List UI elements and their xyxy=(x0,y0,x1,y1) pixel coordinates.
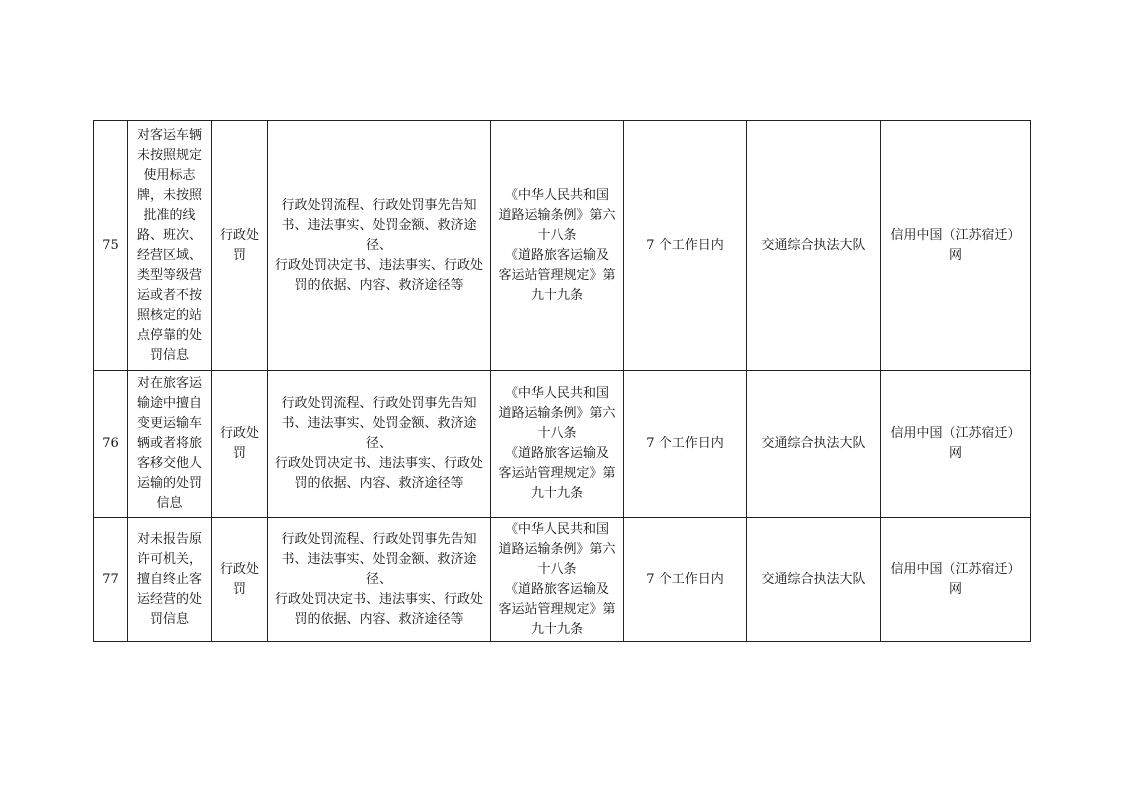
content-cell: 行政处罚流程、行政处罚事先告知 书、违法事实、处罚金额、救济途径、 行政处罚决定书、违法事实、行政处 罚的依据、内容、救济途径等 xyxy=(268,371,491,518)
department-cell: 交通综合执法大队 xyxy=(747,518,881,642)
content-cell: 行政处罚流程、行政处罚事先告知 书、违法事实、处罚金额、救济途径、 行政处罚决定书、违法事实、行政处 罚的依据、内容、救济途径等 xyxy=(268,518,491,642)
disclosure-item: 对未报告原 许可机关， 擅自终止客 运经营的处 罚信息 xyxy=(128,518,212,642)
channel-cell: 信用中国（江苏宿迁） 网 xyxy=(881,518,1031,642)
table-row xyxy=(94,518,1031,642)
disclosure-item: 对客运车辆 未按照规定 使用标志 牌，未按照 批准的线 路、班次、 经营区域、 类型等级营 运或者不按 照核定的站 点停靠的处 罚信息 xyxy=(128,121,212,371)
disclosure-table xyxy=(93,120,1031,642)
basis-cell: 《中华人民共和国 道路运输条例》第六 十八条 《道路旅客运输及 客运站管理规定》第 九十九条 xyxy=(491,121,624,371)
category-cell: 行政处 罚 xyxy=(212,518,268,642)
disclosure-item: 对在旅客运 输途中擅自 变更运输车 辆或者将旅 客移交他人 运输的处罚 信息 xyxy=(128,371,212,518)
table-row xyxy=(94,371,1031,518)
department-cell: 交通综合执法大队 xyxy=(747,371,881,518)
row-number: 77 xyxy=(94,518,128,642)
content-cell: 行政处罚流程、行政处罚事先告知 书、违法事实、处罚金额、救济途径、 行政处罚决定书、违法事实、行政处 罚的依据、内容、救济途径等 xyxy=(268,121,491,371)
channel-cell: 信用中国（江苏宿迁） 网 xyxy=(881,371,1031,518)
time-limit-cell: 7 个工作日内 xyxy=(624,121,747,371)
category-cell: 行政处 罚 xyxy=(212,121,268,371)
department-cell: 交通综合执法大队 xyxy=(747,121,881,371)
channel-cell: 信用中国（江苏宿迁） 网 xyxy=(881,121,1031,371)
row-number: 76 xyxy=(94,371,128,518)
basis-cell: 《中华人民共和国 道路运输条例》第六 十八条 《道路旅客运输及 客运站管理规定》第 九十九条 xyxy=(491,518,624,642)
basis-cell: 《中华人民共和国 道路运输条例》第六 十八条 《道路旅客运输及 客运站管理规定》第 九十九条 xyxy=(491,371,624,518)
table-row xyxy=(94,121,1031,371)
time-limit-cell: 7 个工作日内 xyxy=(624,518,747,642)
time-limit-cell: 7 个工作日内 xyxy=(624,371,747,518)
category-cell: 行政处 罚 xyxy=(212,371,268,518)
row-number: 75 xyxy=(94,121,128,371)
